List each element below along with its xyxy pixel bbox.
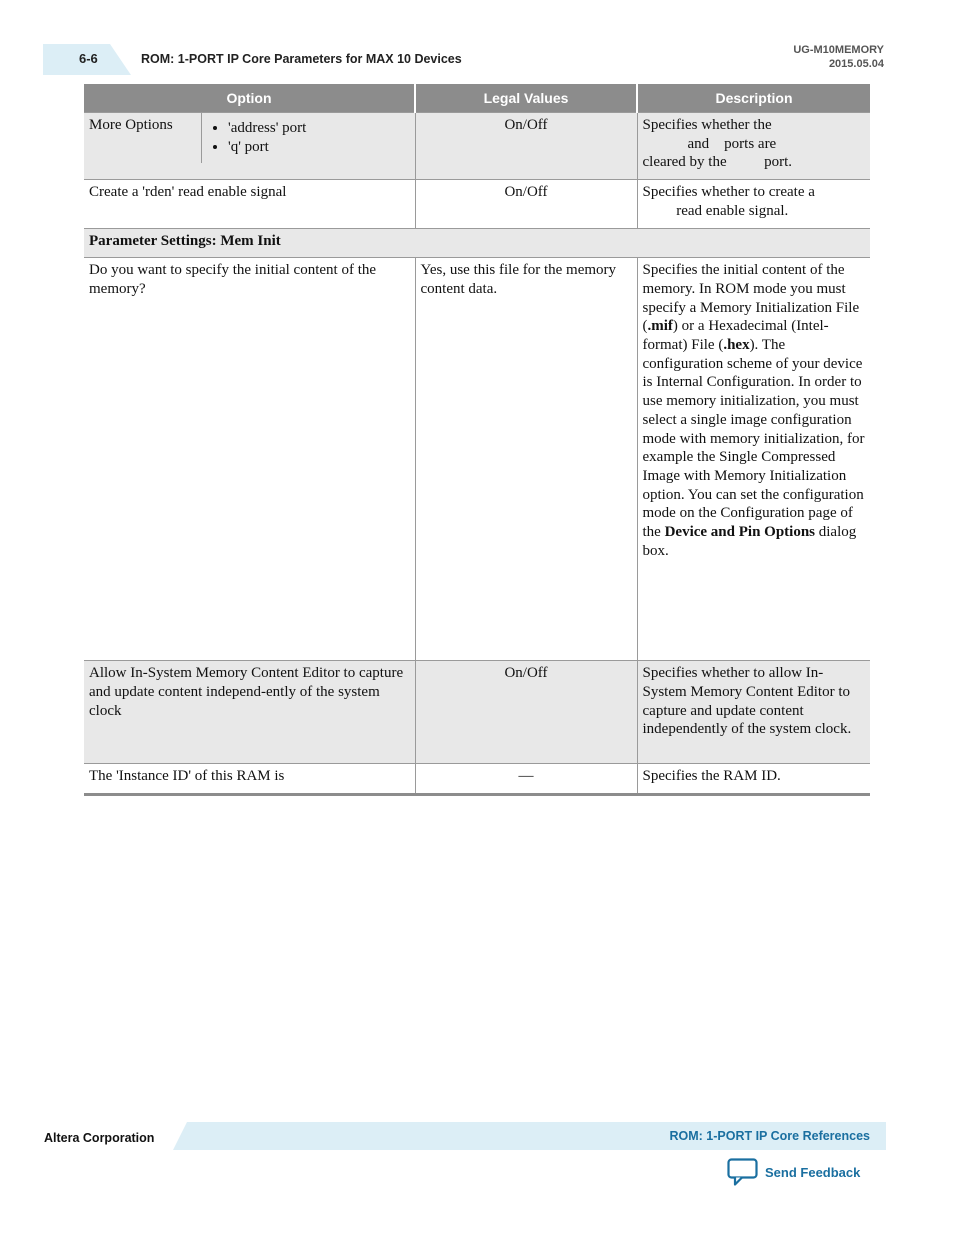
section-row [84,228,870,258]
description-cell: Specifies whether the and ports are cleared by the port. [637,113,870,180]
table-row [84,180,870,228]
option-cell: Do you want to specify the initial content of the memory? [84,258,415,661]
company-name: Altera Corporation [44,1131,155,1145]
description-cell: Specifies whether to allow In-System Memory Content Editor to capture and update content independently of the system clock. [637,661,870,764]
table-header-row [84,84,870,113]
page-number-tab-notch [110,44,131,75]
description-cell [637,258,870,661]
description-text: Specifies the initial content of the memory. In ROM mode you must specify a Memory Initialization File ( [642,262,860,335]
description-text: ) or a Hexadecimal (Intel-format) File ( [642,318,829,354]
send-feedback-label[interactable]: Send Feedback [765,1164,861,1180]
hex-extension: .hex [723,337,750,354]
option-cell: Allow In-System Memory Content Editor to capture and update content independ-ently of the system clock [84,661,415,764]
section-title: ROM: 1-PORT IP Core Parameters for MAX 10 Devices [141,52,462,66]
table-row [84,258,870,661]
table-row [84,113,870,180]
description-text: dialog box. [642,524,857,559]
legal-values-cell: — [415,764,637,795]
speech-bubble-icon [727,1158,758,1186]
section-heading: Parameter Settings: Mem Init [84,228,870,258]
legal-values-cell: On/Off [415,661,637,764]
description-cell: Specifies the RAM ID. [637,764,870,795]
option-label: More Options [61,113,202,163]
option-cell: The 'Instance ID' of this RAM is [84,764,415,795]
doc-meta [793,43,884,71]
column-header-legal-values: Legal Values [415,84,637,113]
option-cell [84,113,415,180]
list-item: • 'q' port [228,138,306,157]
legal-values-cell: Yes, use this file for the memory content data. [415,258,637,661]
device-pin-options-label: Device and Pin Options [664,524,816,541]
column-header-option: Option [84,84,415,113]
table-row [84,764,870,795]
send-feedback-button[interactable] [727,1158,860,1186]
list-item: • 'address' port [228,119,306,138]
footer-band-notch [173,1122,187,1150]
option-list [202,113,306,163]
mif-extension: .mif [647,318,673,335]
references-link[interactable]: ROM: 1-PORT IP Core References [669,1129,870,1143]
parameters-table [84,84,870,796]
doc-date: 2015.05.04 [828,58,884,70]
option-cell: Create a 'rden' read enable signal [84,180,415,228]
page-number: 6-6 [79,51,98,66]
legal-values-cell: On/Off [415,180,637,228]
description-cell: Specifies whether to create a read enable signal. [637,180,870,228]
column-header-description: Description [637,84,870,113]
description-text: ). The configuration scheme of your device is Internal Configuration. In order to use memory initialization, you must select a single image configuration mode with memory initialization, for example the Single Compressed Image with Memory Initialization option. You can set the configuration mode on the Configuration page of the [642,337,865,541]
doc-id: UG-M10MEMORY [793,44,884,56]
legal-values-cell: On/Off [415,113,637,180]
table-row [84,661,870,764]
